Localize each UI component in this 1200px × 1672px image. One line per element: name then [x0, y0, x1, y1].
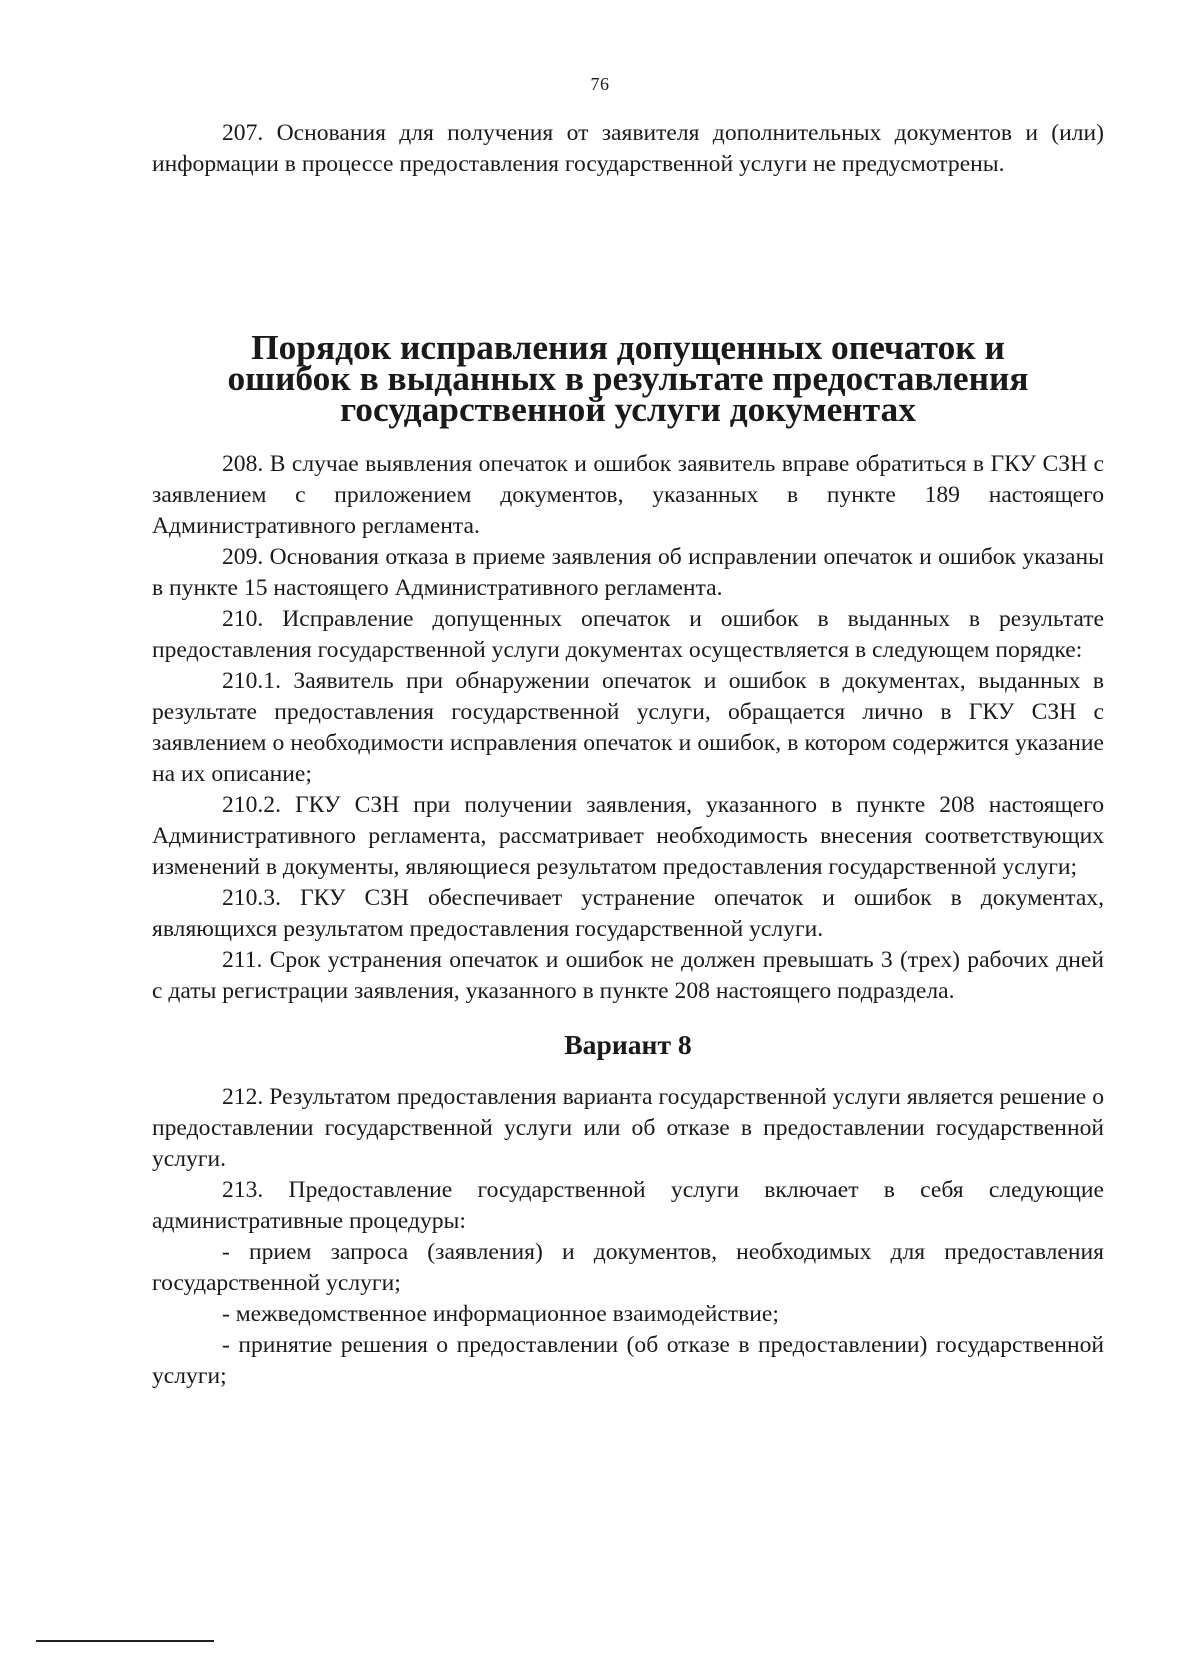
footnote-divider: [36, 1640, 214, 1642]
paragraph-210: 210. Исправление допущенных опечаток и ошибок в выданных в результате предоставления государственной услуги документах осуществляется в следующем порядке:: [152, 606, 1104, 663]
paragraph-208: 208. В случае выявления опечаток и ошибок заявитель вправе обратиться в ГКУ СЗН с заявлением с приложением документов, указанных в пункте 189 настоящего Административного регламента.: [152, 451, 1104, 539]
list-item-intake: - прием запроса (заявления) и документов, необходимых для предоставления государственной услуги;: [152, 1239, 1104, 1296]
paragraph-210-3: 210.3. ГКУ СЗН обеспечивает устранение опечаток и ошибок в документах, являющихся результатом предоставления государственной услуги.: [152, 885, 1104, 942]
paragraph-210-2: 210.2. ГКУ СЗН при получении заявления, указанного в пункте 208 настоящего Административного регламента, рассматривает необходимость внесения соответствующих изменений в документы, являющиеся результатом предоставления государственной услуги;: [152, 792, 1104, 880]
variant-heading: Вариант 8: [564, 1029, 692, 1060]
blank-space: [152, 180, 1104, 332]
paragraph-213: 213. Предоставление государственной услуги включает в себя следующие административные процедуры:: [152, 1177, 1104, 1234]
section-heading: Порядок исправления допущенных опечаток и ошибок в выданных в результате предоставления государственной услуги документах: [227, 327, 1029, 429]
list-item-decision: - принятие решения о предоставлении (об отказе в предоставлении) государственной услуги;: [152, 1332, 1104, 1389]
list-item-interagency: - межведомственное информационное взаимодействие;: [222, 1301, 779, 1327]
paragraph-211: 211. Срок устранения опечаток и ошибок не должен превышать 3 (трех) рабочих дней с даты регистрации заявления, указанного в пункте 208 настоящего подраздела.: [152, 947, 1104, 1004]
paragraph-209: 209. Основания отказа в приеме заявления об исправлении опечаток и ошибок указаны в пункте 15 настоящего Административного регламента.: [152, 544, 1104, 601]
paragraph-212: 212. Результатом предоставления варианта государственной услуги является решение о предоставлении государственной услуги или об отказе в предоставлении государственной услуги.: [152, 1084, 1104, 1172]
paragraph-207: 207. Основания для получения от заявителя дополнительных документов и (или) информации в процессе предоставления государственной услуги не предусмотрены.: [152, 120, 1104, 177]
page-number: 76: [590, 74, 610, 94]
paragraph-210-1: 210.1. Заявитель при обнаружении опечаток и ошибок в документах, выданных в результате предоставления государственной услуги, обращается лично в ГКУ СЗН с заявлением о необходимости исправления опечаток и ошибок, в котором содержится указание на их описание;: [152, 668, 1104, 787]
document-body: [152, 118, 1104, 1392]
